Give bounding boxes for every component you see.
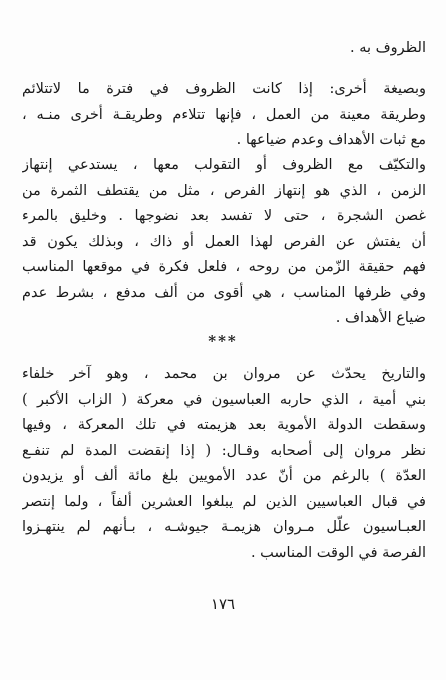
text-line: العبـاسيون علّل مـروان هزيمـة جيوشـه ، بـأنهم لم ينتهـزوا [22, 519, 426, 535]
text-line: أن يفتش عن الفرص لهذا العمل أو ذاك ، وبذلك يكون قد [22, 233, 426, 250]
page-number: ١٧٦ [210, 595, 236, 613]
paragraph-2 [22, 153, 426, 332]
text-line: وسقطت الدولة الأموية بعد هزيمته في تلك المعركة ، وفيها [22, 417, 426, 433]
text-line: الفرصة في الوقت المناسب . [250, 544, 426, 561]
section-separator: *** [208, 332, 238, 350]
paragraph-continuation [22, 36, 426, 62]
text-line: وطريقة معينة من العمل ، فإنها تتلاءم وطريقـة أخرى منـه ، [22, 106, 426, 123]
text-line: والتاريخ يحدّث عن مروان بن محمد ، وهو آخر خلفاء [22, 366, 426, 382]
text-line: العدّة ) بالرغم من أنّ عدد الأمويين بلغ مائة ألف أو يزيدون [22, 468, 426, 484]
text-line: وفي ظرفها المناسب ، هي أقوى من ألف مدفع ، بشرط عدم [22, 284, 426, 301]
text-line: بني أمية ، الذي حاربه العباسيون في معركة ( الزاب الأكبر ) [22, 391, 426, 408]
text-line: فهم حقيقة الزّمن من روحه ، فلعل فكرة في موقعها المناسب [22, 259, 426, 275]
text-line: في قبال العباسيين الذين لم يبلغوا العشرين ألفاً ، ولما إنتصر [22, 493, 426, 510]
text-line: والتكيّف مع الظروف أو التقولب معها ، يستدعي إنتهاز [22, 157, 426, 173]
text-line: الظروف به . [349, 40, 426, 56]
text-line: ضياع الأهداف . [335, 310, 426, 326]
paragraph-3 [22, 362, 426, 566]
paragraph-1 [22, 77, 426, 154]
text-line: وبصيغة أخرى: إذا كانت الظروف في فترة ما لاتتلائم [22, 81, 426, 97]
text-line: غصن الشجرة ، حتى لا تفسد بعد نضوجها . وخليق بالمرء [22, 208, 426, 224]
text-line: نظر مروان إلى أصحابه وقـال: ( إذا إنقضت المدة لم تنفـع [22, 442, 426, 459]
text-line: الزمن ، الذي هو إنتهاز الفرص ، مثل من يقتطف الثمرة من [22, 182, 426, 199]
text-line: مع ثبات الأهداف وعدم ضياعها . [236, 132, 426, 148]
